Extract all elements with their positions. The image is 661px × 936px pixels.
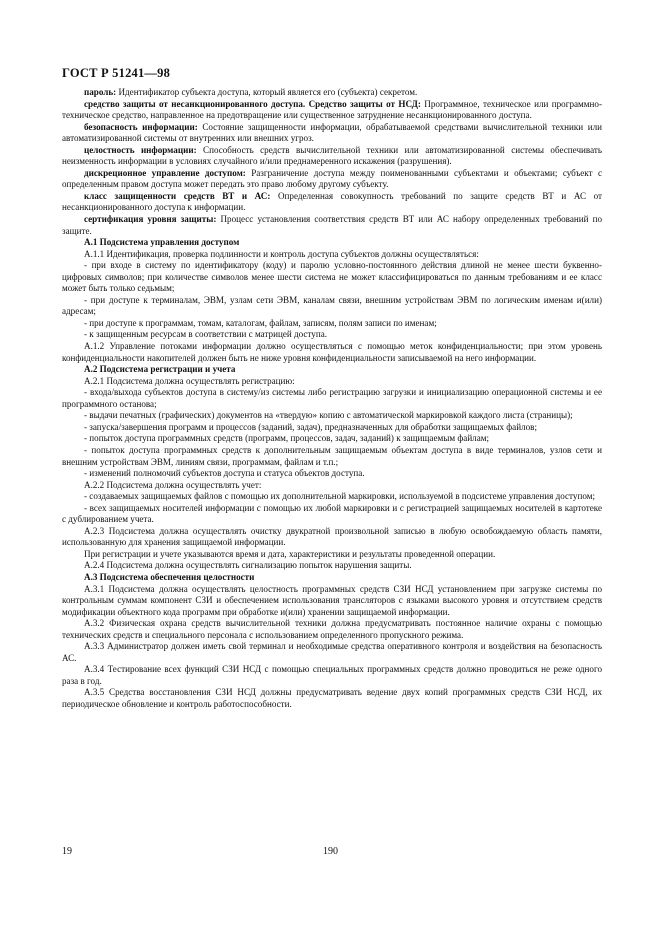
- section-heading-access-control: А.1 Подсистема управления доступом: [84, 237, 240, 248]
- definition-text: Программное, техническое или программно-техническое средство, направленное на предотвращение или существенное затруднение несанкционированного доступа.: [62, 98, 602, 121]
- definition-paragraph: [62, 122, 602, 145]
- section-paragraph: А.3.3 Администратор должен иметь свой терминал и необходимые средства оперативного контроля и воздействия на безопасность АС.: [62, 641, 602, 663]
- document-header: ГОСТ Р 51241—98: [62, 66, 171, 80]
- definition-term: безопасность информации:: [84, 121, 198, 132]
- section-paragraph: А.2.2 Подсистема должна осуществлять учет:: [84, 479, 262, 490]
- section-paragraph: А.2.3 Подсистема должна осуществлять очистку двукратной произвольной записью в любую освобождаемую область памяти, использованную для хранения защищаемой информации.: [62, 525, 602, 548]
- section-paragraph: - всех защищаемых носителей информации с помощью их любой маркировки и с регистрацией защищаемых носителей в картотеке с дублированием учета.: [62, 502, 602, 525]
- section-paragraph: - при доступе к терминалам, ЭВМ, узлам сети ЭВМ, каналам связи, внешним устройствам ЭВМ по логическим именам и(или) адресам;: [62, 294, 602, 317]
- section-paragraph: - входа/выхода субъектов доступа в систему/из системы либо регистрацию загрузки и инициализацию операционной системы и ее программного останова;: [62, 387, 602, 409]
- definition-text: Состояние защищенности информации, обрабатываемой средствами вычислительной техники или автоматизированной системы от внутренних или внешних угроз.: [62, 121, 602, 144]
- definition-text: Определенная совокупность требований по защите средств ВТ и АС от несанкционированного доступа к информации.: [62, 190, 602, 213]
- section-heading-integrity: А.3 Подсистема обеспечения целостности: [84, 571, 255, 582]
- definition-text: Разграничение доступа между поименованными субъектами и объектами; субъект с определенным правом доступа может передать это право любому другому субъекту.: [62, 167, 603, 190]
- definition-term: целостность информации:: [84, 144, 197, 155]
- definition-text: Способность средств вычислительной техники или автоматизированной системы обеспечивать неизменность информации в условиях случайного и/или преднамеренного искажения (разрушения).: [62, 144, 602, 167]
- section-paragraph: - попыток доступа программных средств к дополнительным защищаемым объектам доступа в виде терминалов, узлов сети и внешним устройствам ЭВМ, линиям связи, программам, файлам и т.п.;: [62, 444, 602, 467]
- definition-term: пароль:: [84, 87, 117, 97]
- section-paragraph: - создаваемых защищаемых файлов с помощью их дополнительной маркировки, используемой в подсистеме управления доступом;: [84, 491, 595, 502]
- page-number-center: 190: [323, 846, 338, 857]
- definition-text: Идентификатор субъекта доступа, который является его (субъекта) секретом.: [116, 87, 418, 97]
- section-paragraph: - к защищенным ресурсам в соответствии с матрицей доступа.: [84, 329, 328, 340]
- section-paragraph: А.3.4 Тестирование всех функций СЗИ НСД с помощью специальных программных средств должно проводиться не реже одного раза в год.: [62, 664, 602, 686]
- section-paragraph: А.3.1 Подсистема должна осуществлять целостность программных средств СЗИ НСД установлением при загрузке системы по контрольным суммам компонент СЗИ и обеспечением использования трансляторов с языками высокого уровня и отсутствием средств модификации объектного кода программ при обработке и(или) хранении защищаемой информации.: [62, 583, 602, 617]
- definition-term: сертификация уровня защиты:: [84, 214, 217, 225]
- definition-term: средство защиты от несанкционированного доступа. Средство защиты от НСД:: [84, 98, 421, 109]
- section-paragraph: А.2.4 Подсистема должна осуществлять сигнализацию попыток нарушения защиты.: [84, 560, 412, 571]
- definition-paragraph: [62, 191, 602, 214]
- section-paragraph: А.1.2 Управление потоками информации должно осуществляться с помощью меток конфиденциальности; при этом уровень конфиденциальности накопителей должен быть не ниже уровня конфиденциальности записываемой на него информации.: [62, 341, 602, 363]
- section-paragraph: А.1.1 Идентификация, проверка подлинности и контроль доступа субъектов должны осуществляться:: [84, 248, 479, 259]
- definition-paragraph: [62, 145, 602, 168]
- section-paragraph: - попыток доступа программных средств (программ, процессов, задач, заданий) к защищаемым файлам;: [84, 433, 490, 444]
- section-paragraph: - при входе в систему по идентификатору (коду) и паролю условно-постоянного действия длиной не менее шести буквенно-цифровых символов; при количестве символов менее шести система не может классифицироваться по данным требованиям и ее класс может быть только седьмым;: [62, 260, 602, 294]
- definition-term: дискреционное управление доступом:: [84, 167, 246, 178]
- section-heading-registration: А.2 Подсистема регистрации и учета: [84, 364, 236, 375]
- section-paragraph: А.3.5 Средства восстановления СЗИ НСД должны предусматривать ведение двух копий программных средств СЗИ НСД, их периодическое обновление и контроль работоспособности.: [62, 687, 602, 709]
- section-paragraph: - выдачи печатных (графических) документов на «твердую» копию с автоматической маркировкой каждого листа (страницы);: [84, 410, 573, 421]
- definition-paragraph: [62, 87, 602, 99]
- section-paragraph: - изменений полномочий субъектов доступа и статуса объектов доступа.: [84, 468, 365, 479]
- page-number-left: 19: [62, 846, 72, 857]
- section-paragraph: - запуска/завершения программ и процессов (заданий, задач), предназначенных для обработки защищаемых файлов;: [84, 421, 537, 432]
- definition-paragraph: [62, 99, 602, 122]
- page-body: [62, 87, 602, 711]
- definition-term: класс защищенности средств ВТ и АС:: [84, 190, 271, 201]
- section-paragraph: А.2.1 Подсистема должна осуществлять регистрацию:: [84, 375, 295, 386]
- definition-text: Процесс установления соответствия средств ВТ или АС набору определенных требований по защите.: [62, 214, 602, 236]
- section-paragraph: При регистрации и учете указываются время и дата, характеристики и результаты проведенной операции.: [84, 548, 496, 559]
- section-paragraph: А.3.2 Физическая охрана средств вычислительной техники должна предусматривать постоянное наличие охраны с помощью технических средств и специального персонала с использованием определенного пропускного режима.: [62, 618, 602, 640]
- section-paragraph: - при доступе к программам, томам, каталогам, файлам, записям, полям записи по именам;: [84, 317, 437, 328]
- definition-paragraph: [62, 168, 602, 191]
- definition-paragraph: [62, 214, 602, 237]
